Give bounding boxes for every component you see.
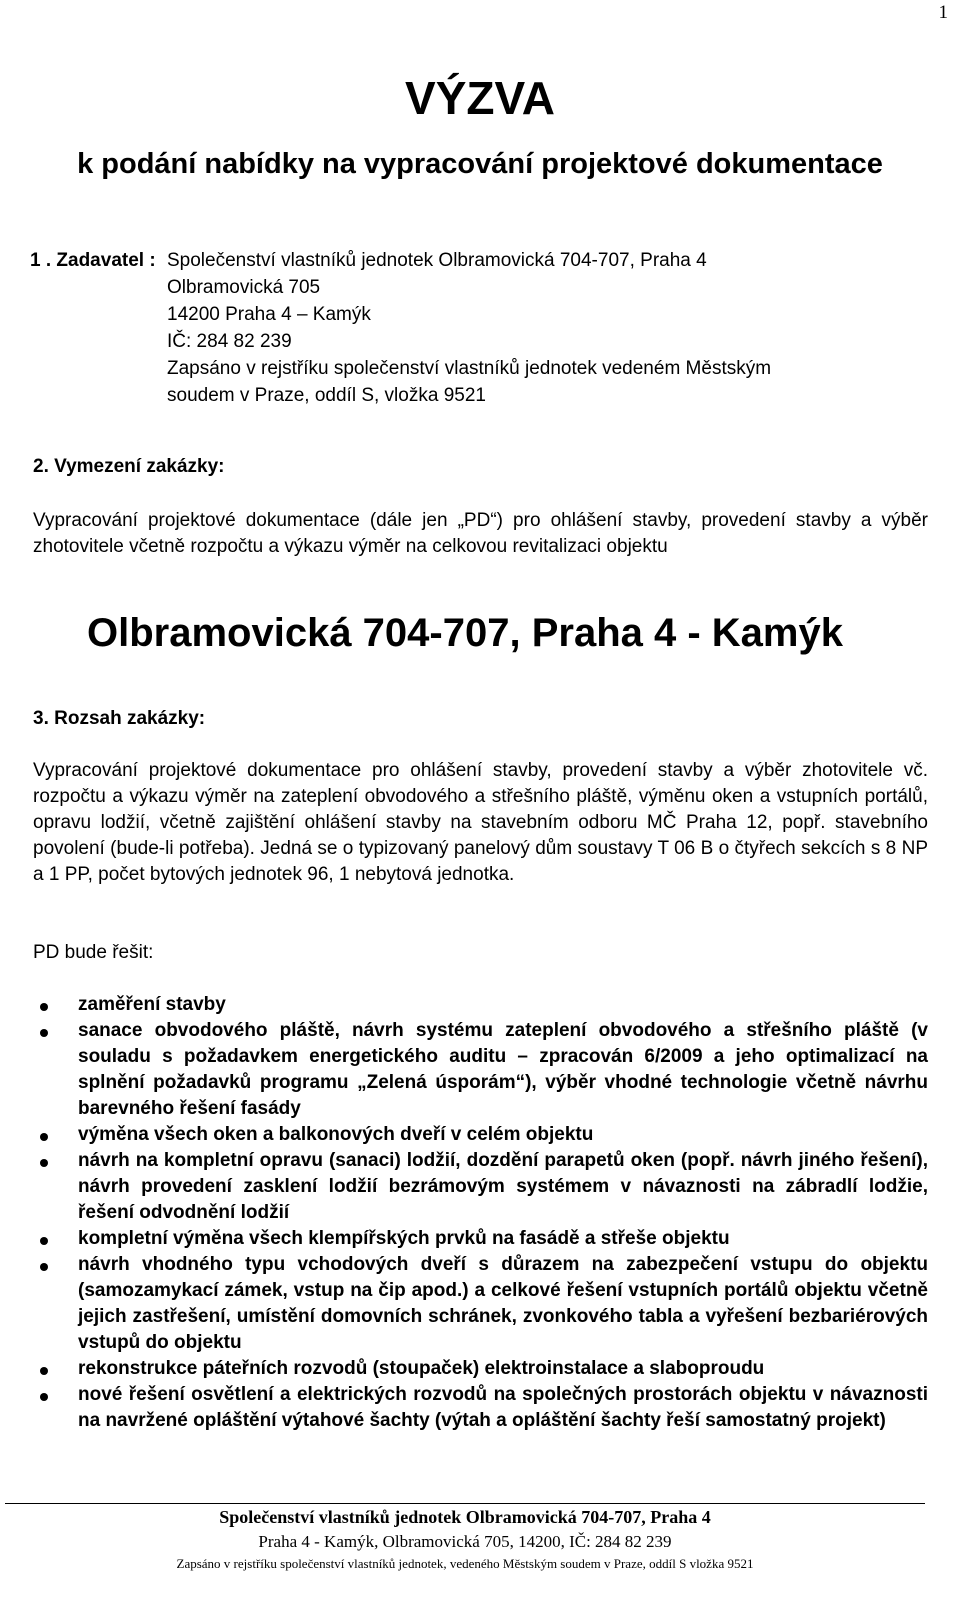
bullet-icon — [40, 1263, 48, 1271]
list-item: návrh vhodného typu vchodových dveří s důrazem na zabezpečení vstupu do objektu (samozamykací zámek, vstup na čip apod.) a celkové řešení vstupních portálů objektu včetně jejich zastřešení, umístění domovních schránek, zvonkového tabla a vyřešení bezbariérových vstupů do objektu — [40, 1252, 928, 1356]
section-2-heading: 2. Vymezení zakázky: — [33, 456, 225, 477]
section-2-text: Vypracování projektové dokumentace (dále jen „PD“) pro ohlášení stavby, provedení stavby a výběr zhotovitele včetně rozpočtu a výkazu výměr na celkovou revitalizaci objektu — [33, 510, 928, 557]
list-item: návrh na kompletní opravu (sanaci) lodžií, dozdění parapetů oken (popř. návrh jiného řešení), návrh provedení zasklení lodžií bezrámovým systémem v návaznosti na zábradlí lodžie, řešení odvodnění lodžií — [40, 1148, 928, 1226]
footer-address: Praha 4 - Kamýk, Olbramovická 705, 14200, IČ: 284 82 239 — [258, 1532, 672, 1551]
list-item: sanace obvodového pláště, návrh systému zateplení obvodového a střešního pláště (v souladu s požadavkem energetického auditu – zpracován 6/2009 a jeho optimalizací na splnění požadavků programu „Zelená úsporám“), výběr vhodné technologie včetně návrhu barevného řešení fasády — [40, 1018, 928, 1122]
bullet-icon — [40, 1159, 48, 1167]
authority-line: Olbramovická 705 — [167, 277, 321, 298]
bullet-icon — [40, 1133, 48, 1141]
contracting-authority-details — [167, 247, 957, 409]
page-footer — [0, 1503, 930, 1575]
section-1-label: 1 . Zadavatel : — [30, 250, 156, 271]
section-3-heading: 3. Rozsah zakázky: — [33, 708, 206, 729]
pd-scope-list — [40, 992, 928, 1434]
authority-line: IČ: 284 82 239 — [167, 331, 292, 352]
bullet-icon — [40, 1367, 48, 1375]
bullet-icon — [40, 1029, 48, 1037]
document-title: VÝZVA — [405, 72, 555, 124]
list-item: kompletní výměna všech klempířských prvků na fasádě a střeše objektu — [40, 1226, 928, 1252]
pd-intro: PD bude řešit: — [33, 942, 154, 963]
authority-line: Zapsáno v rejstříku společenství vlastníků jednotek vedeném Městským — [167, 358, 772, 379]
footer-organization: Společenství vlastníků jednotek Olbramovická 704-707, Praha 4 — [219, 1507, 711, 1527]
list-item: nové řešení osvětlení a elektrických rozvodů na společných prostorách objektu v návaznosti na navržené opláštění výtahové šachty (výtah a opláštění šachty řeší samostatný projekt) — [40, 1382, 928, 1434]
page-number: 1 — [938, 2, 948, 23]
section-3-text: Vypracování projektové dokumentace pro ohlášení stavby, provedení stavby a výběr zhotovitele vč. rozpočtu a výkazu výměr na zateplení obvodového a střešního pláště, výměnu oken a vstupních portálů, opravu lodžií, včetně zajištění ohlášení stavby na stavebním odboru MČ Praha 12, popř. stavebního povolení (bude-li potřeba). Jedná se o typizovaný panelový dům soustavy T 06 B o čtyřech sekcích s 8 NP a 1 PP, počet bytových jednotek 96, 1 nebytová jednotka. — [33, 760, 928, 885]
list-item: zaměření stavby — [40, 992, 928, 1018]
authority-line: Společenství vlastníků jednotek Olbramovická 704-707, Praha 4 — [167, 250, 707, 271]
bullet-icon — [40, 1003, 48, 1011]
authority-line: soudem v Praze, oddíl S, vložka 9521 — [167, 385, 486, 406]
list-item: výměna všech oken a balkonových dveří v celém objektu — [40, 1122, 928, 1148]
authority-line: 14200 Praha 4 – Kamýk — [167, 304, 371, 325]
footer-registration: Zapsáno v rejstříku společenství vlastníků jednotek, vedeného Městským soudem v Praze, oddíl S vložka 9521 — [176, 1556, 754, 1571]
bullet-icon — [40, 1393, 48, 1401]
building-address: Olbramovická 704-707, Praha 4 - Kamýk — [87, 611, 843, 655]
document-subtitle: k podání nabídky na vypracování projektové dokumentace — [77, 148, 883, 180]
list-item: rekonstrukce páteřních rozvodů (stoupaček) elektroinstalace a slaboproudu — [40, 1356, 928, 1382]
bullet-icon — [40, 1237, 48, 1245]
